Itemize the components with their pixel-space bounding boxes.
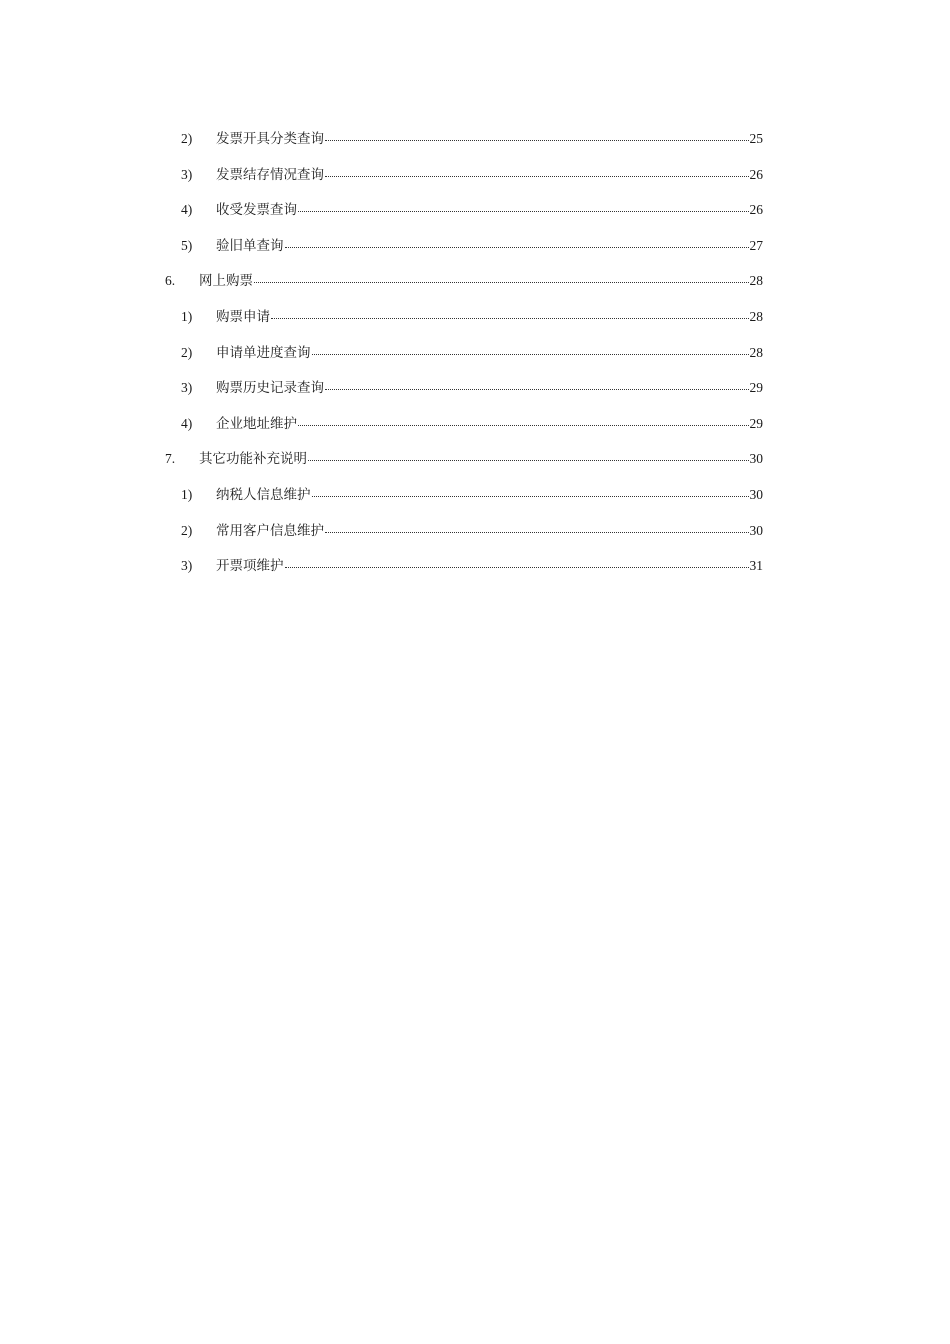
toc-entry-title: 企业地址维护 bbox=[216, 415, 297, 431]
table-of-contents bbox=[165, 129, 763, 592]
dot-leader bbox=[254, 271, 749, 285]
toc-entry-number: 7. bbox=[165, 451, 176, 467]
dot-leader bbox=[312, 343, 749, 357]
toc-entry-title: 购票历史记录查询 bbox=[216, 380, 324, 396]
toc-entry-page-number: 25 bbox=[749, 131, 763, 146]
toc-entry-page-number: 27 bbox=[749, 237, 763, 253]
toc-entry[interactable] bbox=[165, 378, 763, 414]
toc-entry[interactable] bbox=[165, 307, 763, 343]
toc-section-entry[interactable] bbox=[165, 271, 763, 307]
dot-leader bbox=[312, 485, 749, 499]
toc-entry-number: 4) bbox=[181, 415, 193, 431]
toc-entry-page-number: 29 bbox=[749, 380, 763, 396]
dot-leader bbox=[271, 307, 749, 321]
toc-entry-page-number: 30 bbox=[749, 522, 763, 538]
toc-entry[interactable] bbox=[165, 200, 763, 236]
toc-entry-page-number: 30 bbox=[749, 486, 763, 502]
toc-entry-page-number: 31 bbox=[749, 558, 763, 574]
toc-entry-title: 发票开具分类查询 bbox=[216, 131, 324, 146]
toc-entry-number: 2) bbox=[181, 522, 193, 538]
toc-entry-page-number: 29 bbox=[749, 415, 763, 431]
toc-entry-title: 其它功能补充说明 bbox=[199, 451, 307, 467]
toc-entry-title: 开票项维护 bbox=[216, 558, 284, 574]
dot-leader bbox=[325, 165, 749, 179]
toc-entry[interactable] bbox=[165, 343, 763, 379]
toc-entry-number: 3) bbox=[181, 380, 193, 396]
toc-entry-title: 申请单进度查询 bbox=[216, 344, 311, 360]
toc-entry-title: 发票结存情况查询 bbox=[216, 166, 324, 182]
dot-leader bbox=[325, 129, 749, 143]
toc-entry-title: 购票申请 bbox=[216, 308, 270, 324]
toc-entry-title: 常用客户信息维护 bbox=[216, 522, 324, 538]
toc-entry-number: 1) bbox=[181, 486, 193, 502]
toc-entry-number: 5) bbox=[181, 237, 193, 253]
toc-entry-page-number: 28 bbox=[749, 344, 763, 360]
toc-entry[interactable] bbox=[165, 414, 763, 450]
dot-leader bbox=[285, 556, 749, 570]
toc-entry[interactable] bbox=[165, 129, 763, 165]
dot-leader bbox=[298, 200, 749, 214]
toc-entry-title: 网上购票 bbox=[199, 273, 253, 289]
dot-leader bbox=[308, 449, 749, 463]
toc-section-entry[interactable] bbox=[165, 449, 763, 485]
toc-entry[interactable] bbox=[165, 521, 763, 557]
dot-leader bbox=[285, 236, 749, 250]
toc-entry-number: 1) bbox=[181, 308, 193, 324]
toc-entry-page-number: 30 bbox=[749, 451, 763, 467]
dot-leader bbox=[298, 414, 749, 428]
dot-leader bbox=[325, 521, 749, 535]
toc-entry-number: 2) bbox=[181, 131, 193, 146]
toc-entry-number: 3) bbox=[181, 166, 193, 182]
toc-entry[interactable] bbox=[165, 556, 763, 592]
toc-entry-title: 验旧单查询 bbox=[216, 237, 284, 253]
toc-entry[interactable] bbox=[165, 165, 763, 201]
toc-entry-number: 3) bbox=[181, 558, 193, 574]
toc-entry-title: 收受发票查询 bbox=[216, 202, 297, 218]
toc-entry[interactable] bbox=[165, 236, 763, 272]
toc-entry-page-number: 26 bbox=[749, 166, 763, 182]
toc-entry[interactable] bbox=[165, 485, 763, 521]
toc-entry-number: 2) bbox=[181, 344, 193, 360]
dot-leader bbox=[325, 378, 749, 392]
toc-entry-title: 纳税人信息维护 bbox=[216, 486, 311, 502]
toc-entry-page-number: 28 bbox=[749, 273, 763, 289]
toc-entry-page-number: 26 bbox=[749, 202, 763, 218]
toc-entry-number: 4) bbox=[181, 202, 193, 218]
toc-entry-page-number: 28 bbox=[749, 308, 763, 324]
toc-entry-number: 6. bbox=[165, 273, 176, 289]
